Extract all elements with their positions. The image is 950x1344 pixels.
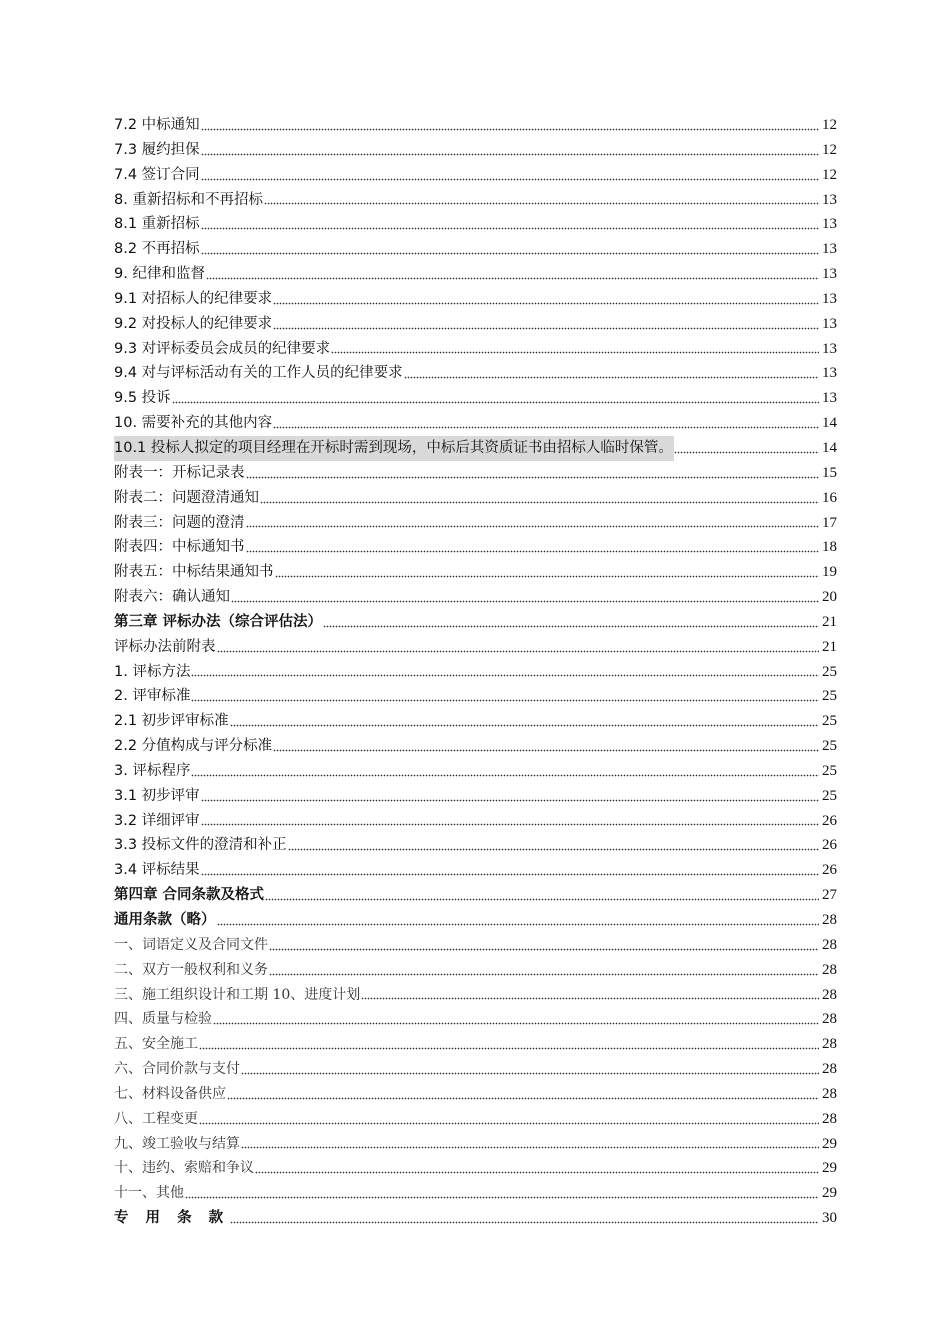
toc-entry-title: 十一、其他 — [114, 1185, 184, 1202]
toc-entry-page: 15 — [822, 464, 837, 481]
toc-entry-page: 13 — [822, 290, 837, 307]
toc-entry-page: 13 — [822, 340, 837, 357]
toc-entry — [114, 188, 837, 213]
toc-entry-page: 28 — [822, 1085, 837, 1102]
toc-entry-title: 九、竣工验收与结算 — [114, 1135, 240, 1152]
toc-leader — [404, 371, 819, 379]
toc-entry-page: 25 — [822, 738, 837, 755]
toc-entry — [114, 759, 837, 784]
toc-entry-title: 六、合同价款与支付 — [114, 1061, 240, 1078]
toc-entry — [114, 1007, 837, 1032]
toc-leader — [172, 396, 819, 404]
toc-entry — [114, 386, 837, 411]
toc-entry-page: 16 — [822, 489, 837, 506]
toc-entry — [114, 983, 837, 1008]
toc-entry — [114, 1132, 837, 1157]
toc-entry-title: 9.4 对与评标活动有关的工作人员的纪律要求 — [114, 365, 403, 382]
toc-entry — [114, 138, 837, 163]
toc-leader — [273, 297, 819, 305]
toc-entry-page: 13 — [822, 365, 837, 382]
toc-entry-title: 七、材料设备供应 — [114, 1085, 226, 1102]
toc-entry-page: 14 — [822, 415, 837, 432]
toc-entry-page: 25 — [822, 663, 837, 680]
toc-entry — [114, 858, 837, 883]
toc-entry-title: 7.3 履约担保 — [114, 141, 200, 158]
toc-entry-page: 17 — [822, 514, 837, 531]
toc-entry-page: 28 — [822, 961, 837, 978]
toc-entry — [114, 535, 837, 560]
toc-leader — [273, 744, 819, 752]
toc-leader — [185, 1191, 819, 1199]
toc-entry-page: 13 — [822, 216, 837, 233]
toc-entry-page: 20 — [822, 589, 837, 606]
toc-leader — [217, 918, 820, 926]
toc-entry-page: 28 — [822, 1110, 837, 1127]
toc-leader — [201, 818, 819, 826]
toc-leader — [199, 1117, 819, 1125]
toc-entry — [114, 809, 837, 834]
toc-leader — [199, 1042, 819, 1050]
toc-leader — [265, 893, 819, 901]
toc-leader — [331, 346, 819, 354]
toc-entry-title: 3. 评标程序 — [114, 762, 191, 779]
toc-entry-title: 三、施工组织设计和工期 10、进度计划 — [114, 986, 361, 1003]
toc-entry-page: 28 — [822, 986, 837, 1003]
toc-leader — [288, 843, 819, 851]
toc-entry-title: 五、安全施工 — [114, 1036, 198, 1053]
toc-chapter-entry — [114, 908, 837, 933]
toc-entry-title: 3.2 详细评审 — [114, 812, 200, 829]
toc-entry-title: 二、双方一般权利和义务 — [114, 961, 268, 978]
toc-leader — [269, 968, 819, 976]
toc-chapter-entry — [114, 1206, 837, 1231]
toc-entry — [114, 958, 837, 983]
toc-leader — [206, 272, 819, 280]
toc-leader — [323, 620, 819, 628]
toc-leader — [246, 520, 820, 528]
toc-leader — [191, 694, 819, 702]
toc-leader — [255, 1166, 819, 1174]
toc-entry — [114, 660, 837, 685]
toc-entry-title: 3.4 评标结果 — [114, 862, 200, 879]
toc-entry-page: 13 — [822, 266, 837, 283]
toc-leader — [361, 992, 819, 1000]
toc-entry — [114, 486, 837, 511]
toc-entry-page: 13 — [822, 241, 837, 258]
toc-leader — [231, 595, 819, 603]
toc-leader — [191, 769, 819, 777]
toc-entry-page: 12 — [822, 166, 837, 183]
toc-leader — [269, 943, 819, 951]
toc-entry-title: 一、词语定义及合同文件 — [114, 936, 268, 953]
toc-entry-page: 26 — [822, 862, 837, 879]
toc-entry-page: 28 — [822, 912, 837, 928]
toc-leader — [230, 719, 819, 727]
toc-leader — [217, 645, 820, 653]
toc-entry-title: 附表二：问题澄清通知 — [114, 489, 259, 506]
toc-leader — [246, 545, 820, 553]
toc-entry — [114, 312, 837, 337]
toc-entry — [114, 1032, 837, 1057]
toc-entry-page: 28 — [822, 1011, 837, 1028]
toc-entry-title: 附表六：确认通知 — [114, 589, 230, 606]
toc-entry — [114, 1107, 837, 1132]
toc-entry-page: 12 — [822, 141, 837, 158]
toc-entry — [114, 411, 837, 436]
toc-entry-title: 十、违约、索赔和争议 — [114, 1160, 254, 1177]
toc-leader — [275, 570, 820, 578]
toc-entry-title: 9.5 投诉 — [114, 390, 171, 407]
toc-leader — [201, 868, 819, 876]
toc-entry — [114, 212, 837, 237]
toc-entry — [114, 709, 837, 734]
toc-leader — [201, 148, 819, 156]
toc-entry-title: 7.4 签订合同 — [114, 166, 200, 183]
toc-entry — [114, 287, 837, 312]
toc-leader — [674, 446, 819, 454]
toc-entry-page: 13 — [822, 191, 837, 208]
toc-entry — [114, 163, 837, 188]
toc-entry — [114, 1082, 837, 1107]
toc-leader — [191, 669, 819, 677]
toc-entry-title: 附表五：中标结果通知书 — [114, 564, 274, 581]
toc-entry-title: 3.3 投标文件的澄清和补正 — [114, 837, 287, 854]
toc-leader — [201, 173, 819, 181]
toc-entry-title: 2.1 初步评审标准 — [114, 713, 229, 730]
toc-entry-page: 27 — [822, 887, 837, 904]
toc-entry-page: 25 — [822, 787, 837, 804]
toc-entry — [114, 635, 837, 660]
toc-leader — [241, 1067, 819, 1075]
toc-entry-page: 25 — [822, 762, 837, 779]
toc-entry-title: 第四章 合同条款及格式 — [114, 887, 265, 904]
toc-leader — [230, 1216, 819, 1224]
toc-leader — [273, 421, 819, 429]
toc-entry-title: 8.1 重新招标 — [114, 216, 200, 233]
toc-entry — [114, 511, 837, 536]
toc-entry-title: 评标办法前附表 — [114, 638, 216, 655]
toc-leader — [201, 222, 819, 230]
toc-entry-title: 8. 重新招标和不再招标 — [114, 191, 263, 208]
toc-entry — [114, 237, 837, 262]
toc-entry-title: 9.2 对投标人的纪律要求 — [114, 315, 273, 332]
toc-entry-page: 29 — [822, 1135, 837, 1152]
toc-entry-page: 25 — [822, 688, 837, 705]
toc-entry — [114, 933, 837, 958]
toc-entry — [114, 585, 837, 610]
toc-entry — [114, 833, 837, 858]
toc-entry-page: 26 — [822, 837, 837, 854]
toc-entry-title: 第三章 评标办法（综合评估法） — [114, 613, 323, 630]
toc-entry — [114, 784, 837, 809]
toc-entry-title: 附表三：问题的澄清 — [114, 514, 245, 531]
toc-entry-title: 附表四：中标通知书 — [114, 539, 245, 556]
toc-entry-title: 8.2 不再招标 — [114, 241, 200, 258]
toc-entry-title: 9. 纪律和监督 — [114, 266, 205, 283]
toc-leader — [246, 471, 820, 479]
toc-entry-title: 四、质量与检验 — [114, 1011, 212, 1028]
toc-entry — [114, 734, 837, 759]
toc-entry-page: 30 — [822, 1210, 837, 1227]
toc-leader — [201, 123, 819, 131]
toc-leader — [273, 322, 819, 330]
toc-entry-title: 1. 评标方法 — [114, 663, 191, 680]
toc-entry-page: 13 — [822, 390, 837, 407]
toc-entry-page: 25 — [822, 713, 837, 730]
toc-entry-page: 26 — [822, 812, 837, 829]
toc-entry-page: 18 — [822, 539, 837, 556]
toc-leader — [201, 794, 819, 802]
toc-leader — [227, 1092, 819, 1100]
toc-entry — [114, 1057, 837, 1082]
toc-chapter-entry — [114, 610, 837, 635]
toc-entry — [114, 1156, 837, 1181]
toc-entry-page: 12 — [822, 117, 837, 133]
toc-entry — [114, 684, 837, 709]
toc-entry-title: 7.2 中标通知 — [114, 117, 200, 133]
toc-leader — [201, 247, 819, 255]
toc-entry-title: 9.3 对评标委员会成员的纪律要求 — [114, 340, 331, 357]
toc-entry-title: 10.1 投标人拟定的项目经理在开标时需到现场，中标后其资质证书由招标人临时保管。 — [114, 436, 674, 461]
toc-entry-page: 29 — [822, 1160, 837, 1177]
toc-entry — [114, 1181, 837, 1206]
toc-entry-page: 14 — [822, 439, 837, 456]
toc-entry-highlighted — [114, 436, 837, 461]
toc-leader — [260, 496, 819, 504]
toc-entry-page: 28 — [822, 1061, 837, 1078]
toc-entry — [114, 337, 837, 362]
toc-entry — [114, 113, 837, 138]
toc-entry — [114, 262, 837, 287]
toc-entry-page: 21 — [822, 638, 837, 655]
toc-entry-title: 八、工程变更 — [114, 1110, 198, 1127]
toc-entry-page: 29 — [822, 1185, 837, 1202]
toc-entry-title: 专 用 条 款 — [114, 1210, 230, 1227]
toc-entry-page: 21 — [822, 613, 837, 630]
toc-entry-title: 2.2 分值构成与评分标准 — [114, 738, 273, 755]
toc-leader — [213, 1017, 819, 1025]
toc-entry-title: 3.1 初步评审 — [114, 787, 200, 804]
toc-entry-title: 附表一：开标记录表 — [114, 464, 245, 481]
toc-entry-title: 通用条款（略） — [114, 912, 216, 928]
toc-entry — [114, 361, 837, 386]
toc-entry — [114, 461, 837, 486]
table-of-contents — [114, 113, 837, 1231]
toc-entry-page: 19 — [822, 564, 837, 581]
toc-entry-title: 10. 需要补充的其他内容 — [114, 415, 273, 432]
toc-chapter-entry — [114, 883, 837, 908]
toc-entry-page: 13 — [822, 315, 837, 332]
toc-leader — [264, 197, 819, 205]
toc-entry — [114, 560, 837, 585]
toc-entry-page: 28 — [822, 936, 837, 953]
toc-leader — [241, 1141, 819, 1149]
toc-entry-title: 9.1 对招标人的纪律要求 — [114, 290, 273, 307]
toc-entry-page: 28 — [822, 1036, 837, 1053]
toc-entry-title: 2. 评审标准 — [114, 688, 191, 705]
